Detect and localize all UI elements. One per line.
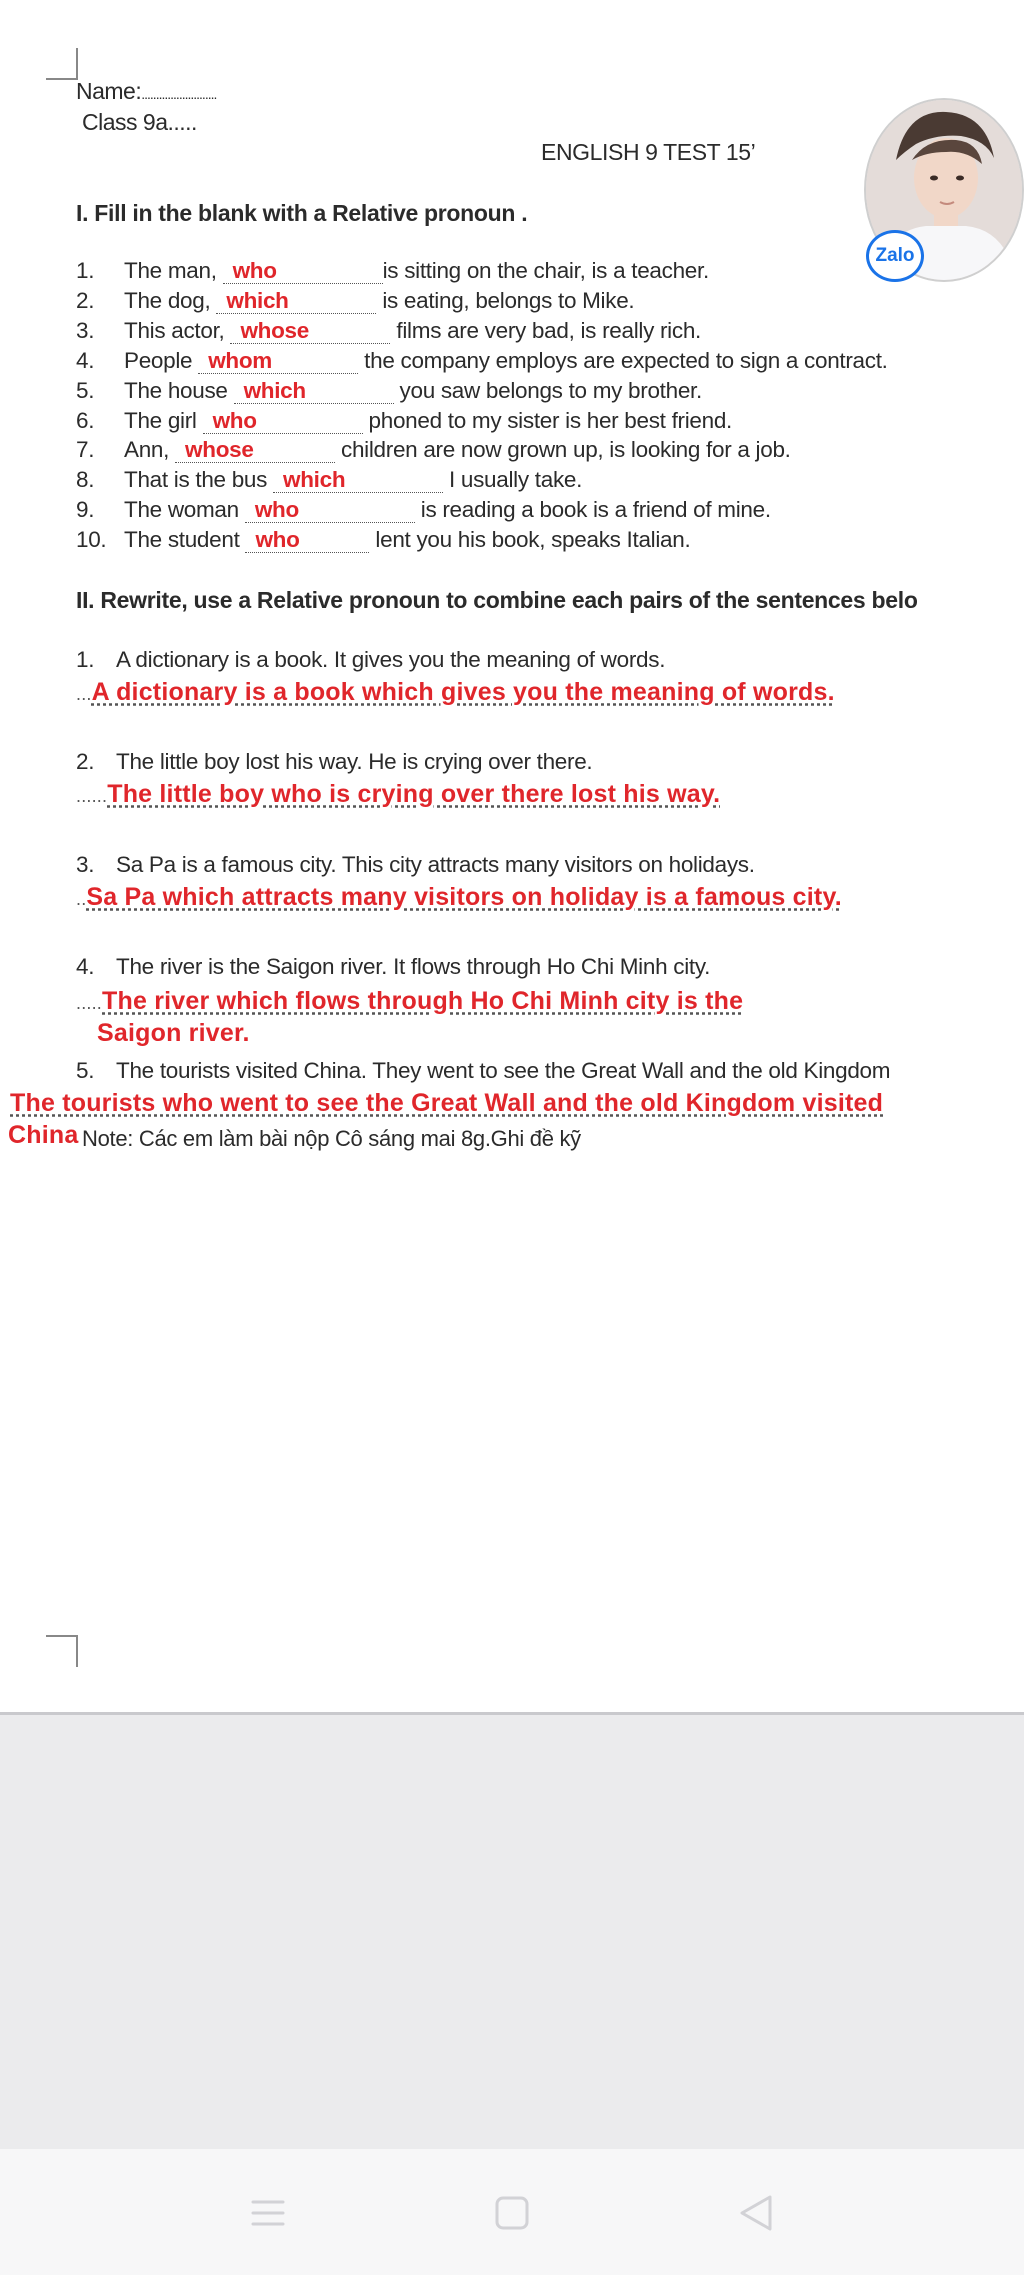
answer-blank[interactable]: whose [230, 319, 390, 344]
answer-blank[interactable]: which [234, 379, 394, 404]
answer-blank[interactable]: who [245, 528, 369, 553]
fill-blank-item: 2. The dog, which is eating, belongs to Mike. [76, 288, 635, 313]
fill-blank-item: 6. The girl who phoned to my sister is her best friend. [76, 408, 733, 433]
answer-blank[interactable]: who [223, 259, 383, 284]
system-navbar [0, 2149, 1024, 2275]
rewrite-question-5: 5. The tourists visited China. They went to see the Great Wall and the old Kingdom [76, 1058, 891, 1083]
rewrite-question-2: 2. The little boy lost his way. He is crying over there. [76, 749, 593, 774]
viewer-background [0, 1712, 1024, 2149]
answer-blank[interactable]: whom [198, 349, 358, 374]
rewrite-answer-1[interactable]: ...A dictionary is a book which gives you the meaning of words. [76, 678, 835, 706]
crop-mark-top [46, 48, 78, 80]
teacher-note: Note: Các em làm bài nộp Cô sáng mai 8g.Ghi đề kỹ [82, 1126, 581, 1151]
rewrite-answer-3[interactable]: ..Sa Pa which attracts many visitors on holiday is a famous city. [76, 883, 842, 911]
rewrite-answer-4-line1[interactable]: .....The river which flows through Ho Chi Minh city is the [76, 987, 744, 1015]
fill-blank-item: 1. The man, who is sitting on the chair, is a teacher. [76, 258, 709, 283]
rewrite-answer-5-line2[interactable]: China [8, 1121, 79, 1149]
answer-blank[interactable]: which [216, 289, 376, 314]
answer-blank[interactable]: who [245, 498, 415, 523]
test-title: ENGLISH 9 TEST 15’ [541, 139, 756, 165]
rewrite-answer-5-line1[interactable]: The tourists who went to see the Great Wall and the old Kingdom visited [10, 1089, 884, 1117]
rewrite-question-1: 1. A dictionary is a book. It gives you the meaning of words. [76, 647, 666, 672]
fill-blank-item: 3. This actor, whose films are very bad, is really rich. [76, 318, 701, 343]
answer-blank[interactable]: whose [175, 438, 335, 463]
fill-blank-item: 8. That is the bus which I usually take. [76, 467, 583, 492]
zalo-badge[interactable]: Zalo [866, 230, 924, 282]
answer-blank[interactable]: which [273, 468, 443, 493]
fill-blank-item: 4. People whom the company employs are expected to sign a contract. [76, 348, 888, 373]
rewrite-answer-4-line2[interactable]: Saigon river. [97, 1019, 250, 1047]
rewrite-question-4: 4. The river is the Saigon river. It flows through Ho Chi Minh city. [76, 954, 711, 979]
name-dots: .......................... [141, 86, 217, 102]
name-label: Name: [76, 78, 142, 104]
rewrite-question-3: 3. Sa Pa is a famous city. This city attracts many visitors on holidays. [76, 852, 755, 877]
home-icon[interactable] [482, 2183, 542, 2243]
name-line [76, 78, 216, 105]
fill-blank-item: 5. The house which you saw belongs to my brother. [76, 378, 702, 403]
back-icon[interactable] [726, 2183, 786, 2243]
class-label: Class 9a..... [82, 109, 197, 135]
section2-heading: II. Rewrite, use a Relative pronoun to combine each pairs of the sentences belo [76, 587, 918, 613]
menu-icon[interactable] [238, 2183, 298, 2243]
rewrite-answer-2[interactable]: ......The little boy who is crying over there lost his way. [76, 780, 721, 808]
section1-heading: I. Fill in the blank with a Relative pronoun . [76, 200, 528, 226]
answer-blank[interactable]: who [203, 409, 363, 434]
fill-blank-item: 9. The woman who is reading a book is a friend of mine. [76, 497, 771, 522]
fill-blank-item: 10. The student who lent you his book, speaks Italian. [76, 527, 691, 552]
crop-mark-bottom [46, 1635, 78, 1667]
fill-blank-item: 7. Ann, whose children are now grown up, is looking for a job. [76, 437, 791, 462]
